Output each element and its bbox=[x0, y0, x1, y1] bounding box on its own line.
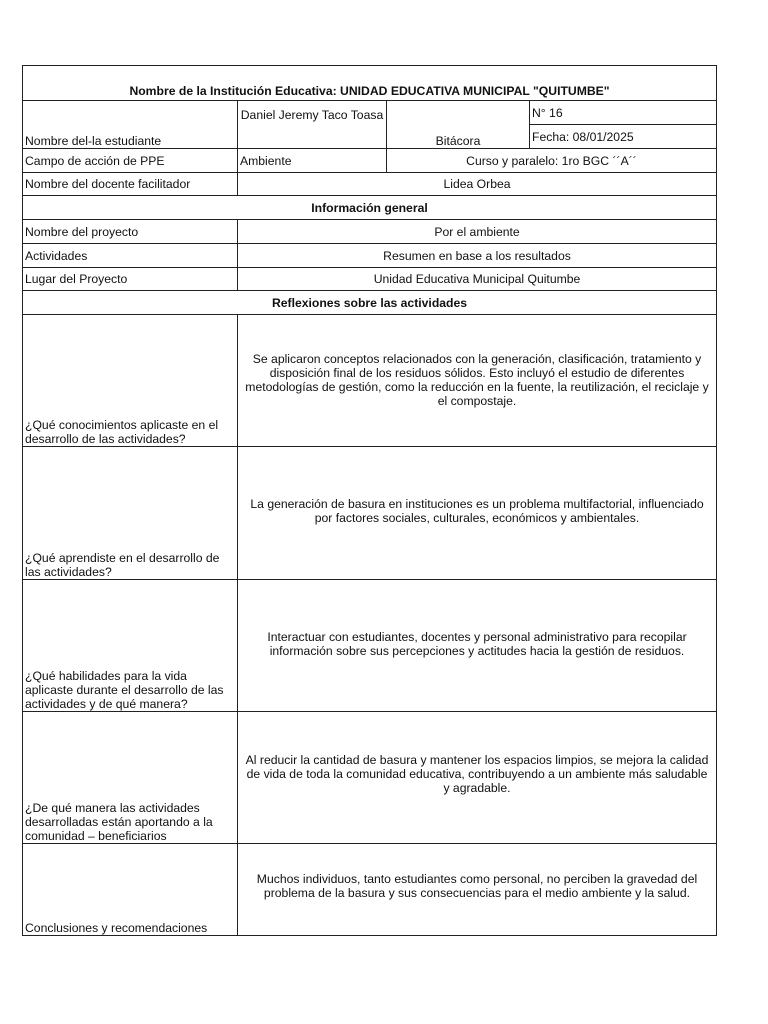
log-date: Fecha: 08/01/2025 bbox=[530, 125, 717, 149]
reflection-answer: Se aplicaron conceptos relacionados con la generación, clasificación, tratamiento y disposición final de los residuos sólidos. Esto incluyó el estudio de diferentes metodologías de gestión, como la reducción en la fuente, la reutilización, el reciclaje y el compostaje. bbox=[238, 315, 717, 447]
reflection-row bbox=[23, 580, 717, 712]
general-row bbox=[23, 268, 717, 291]
reflection-question: ¿Qué aprendiste en el desarrollo de las actividades? bbox=[23, 447, 238, 580]
student-name-label: Nombre del-la estudiante bbox=[23, 101, 238, 149]
reflection-question: Conclusiones y recomendaciones bbox=[23, 844, 238, 936]
reflection-question: ¿Qué habilidades para la vida aplicaste durante el desarrollo de las actividades y de qué manera? bbox=[23, 580, 238, 712]
log-number: N° 16 bbox=[530, 101, 717, 125]
log-sheet-table bbox=[22, 65, 717, 936]
teacher-label: Nombre del docente facilitador bbox=[23, 173, 238, 196]
general-label: Nombre del proyecto bbox=[23, 220, 238, 244]
reflection-answer: Muchos individuos, tanto estudiantes como personal, no perciben la gravedad del problema de la basura y sus consecuencias para el medio ambiente y la salud. bbox=[238, 844, 717, 936]
reflections-title: Reflexiones sobre las actividades bbox=[23, 291, 717, 315]
reflection-answer: Al reducir la cantidad de basura y mantener los espacios limpios, se mejora la calidad de vida de toda la comunidad educativa, contribuyendo a un ambiente más saludable y agradable. bbox=[238, 712, 717, 844]
general-value: Unidad Educativa Municipal Quitumbe bbox=[238, 268, 717, 291]
student-row bbox=[23, 101, 717, 125]
reflection-answer: Interactuar con estudiantes, docentes y personal administrativo para recopilar información sobre sus percepciones y actitudes hacia la gestión de residuos. bbox=[238, 580, 717, 712]
general-value: Resumen en base a los resultados bbox=[238, 244, 717, 268]
teacher-row bbox=[23, 173, 717, 196]
general-row bbox=[23, 220, 717, 244]
reflection-question: ¿Qué conocimientos aplicaste en el desarrollo de las actividades? bbox=[23, 315, 238, 447]
ppe-row bbox=[23, 149, 717, 173]
general-title: Información general bbox=[23, 196, 717, 220]
general-label: Lugar del Proyecto bbox=[23, 268, 238, 291]
reflection-answer: La generación de basura en instituciones es un problema multifactorial, influenciado por factores sociales, culturales, económicos y ambientales. bbox=[238, 447, 717, 580]
reflection-question: ¿De qué manera las actividades desarrolladas están aportando a la comunidad – beneficiarios bbox=[23, 712, 238, 844]
reflection-row bbox=[23, 844, 717, 936]
course-value: Curso y paralelo: 1ro BGC ´´A´´ bbox=[387, 149, 717, 173]
general-label: Actividades bbox=[23, 244, 238, 268]
reflection-row bbox=[23, 315, 717, 447]
teacher-value: Lidea Orbea bbox=[238, 173, 717, 196]
general-value: Por el ambiente bbox=[238, 220, 717, 244]
student-name-value: Daniel Jeremy Taco Toasa bbox=[238, 101, 387, 149]
institution-row bbox=[23, 66, 717, 101]
reflections-section-header bbox=[23, 291, 717, 315]
institution-title: Nombre de la Institución Educativa: UNIDAD EDUCATIVA MUNICIPAL "QUITUMBE" bbox=[23, 66, 717, 101]
log-label: Bitácora bbox=[387, 101, 530, 149]
general-section-header bbox=[23, 196, 717, 220]
ppe-label: Campo de acción de PPE bbox=[23, 149, 238, 173]
general-row bbox=[23, 244, 717, 268]
reflection-row bbox=[23, 712, 717, 844]
reflection-row bbox=[23, 447, 717, 580]
ppe-value: Ambiente bbox=[238, 149, 387, 173]
